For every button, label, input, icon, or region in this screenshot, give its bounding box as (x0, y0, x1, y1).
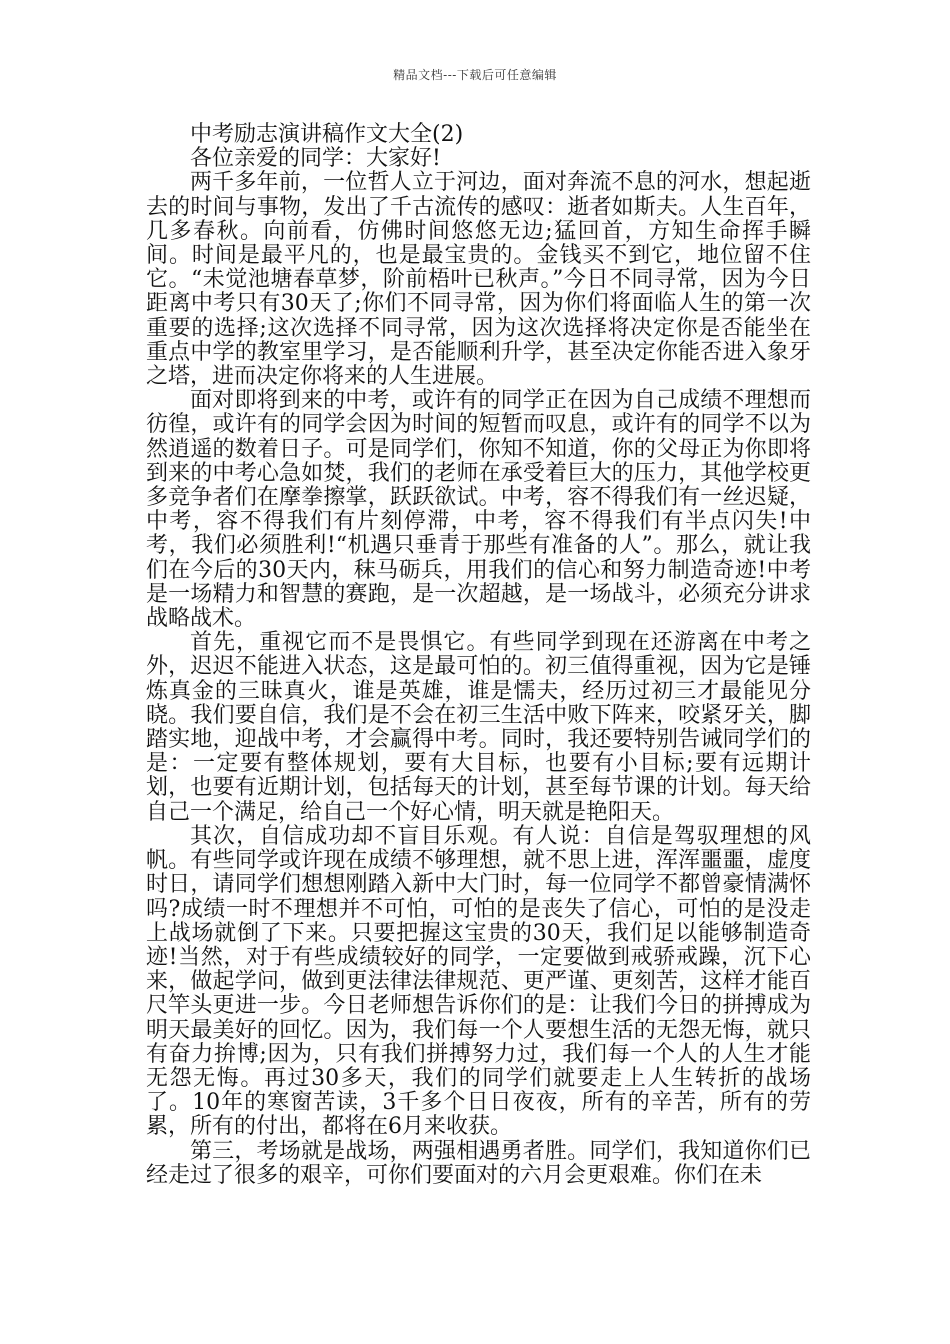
paragraph: 面对即将到来的中考，或许有的同学正在因为自己成绩不理想而彷徨，或许有的同学会因为时间的短暂而叹息，或许有的同学不以为然逍遥的数着日子。可是同学们，你知不知道，你的父母正为你即将到来的中考心急如焚，我们的老师在承受着巨大的压力，其他学校更多竞争者们在摩拳擦掌，跃跃欲试。中考，容不得我们有一丝迟疑，中考，容不得我们有片刻停滞，中考，容不得我们有半点闪失!中考，我们必须胜利!“机遇只垂青于那些有准备的人”。那么，就让我们在今后的30天内，秣马砺兵，用我们的信心和努力制造奇迹!中考是一场精力和智慧的赛跑，是一次超越，是一场战斗，必须充分讲求战略战术。 (146, 388, 811, 632)
paragraph: 其次，自信成功却不盲目乐观。有人说：自信是驾驭理想的风帆。有些同学或许现在成绩不够理想，就不思上进，浑浑噩噩，虚度时日，请同学们想想刚踏入新中大门时，每一位同学不都曾豪情满怀吗?成绩一时不理想并不可怕，可怕的是丧失了信心，可怕的是没走上战场就倒了下来。只要把握这宝贵的30天，我们足以能够制造奇迹!当然，对于有些成绩较好的同学，一定要做到戒骄戒躁，沉下心来，做起学问，做到更法律法律规范、更严谨、更刻苦，这样才能百尺竿头更进一步。今日老师想告诉你们的是：让我们今日的拼搏成为明天最美好的回忆。因为，我们每一个人要想生活的无怨无悔，就只有奋力拚博;因为，只有我们拼搏努力过，我们每一个人的人生才能无怨无悔。再过30多天，我们的同学们就要走上人生转折的战场了。10年的寒窗苦读，3千多个日日夜夜，所有的辛苦，所有的劳累，所有的付出，都将在6月来收获。 (146, 823, 811, 1140)
paragraph: 第三，考场就是战场，两强相遇勇者胜。同学们，我知道你们已经走过了很多的艰辛，可你们要面对的六月会更艰难。你们在未 (146, 1138, 811, 1188)
greeting-line: 各位亲爱的同学：大家好! (190, 146, 441, 172)
paragraph: 首先，重视它而不是畏惧它。有些同学到现在还游离在中考之外，迟迟不能进入状态，这是最可怕的。初三值得重视，因为它是锤炼真金的三昧真火，谁是英雄，谁是懦夫，经历过初三才最能见分晓。我们要自信，我们是不会在初三生活中败下阵来，咬紧牙关，脚踏实地，迎战中考，才会赢得中考。同时，我还要特别告诫同学们的是：一定要有整体规划，要有大目标，也要有小目标;要有远期计划，也要有近期计划，包括每天的计划，甚至每节课的计划。每天给自己一个满足，给自己一个好心情，明天就是艳阳天。 (146, 630, 811, 825)
document-body (146, 123, 811, 1188)
page-header: 精品文档---下载后可任意编辑 (393, 68, 557, 82)
document-title: 中考励志演讲稿作文大全(2) (190, 122, 464, 147)
paragraph: 两千多年前，一位哲人立于河边，面对奔流不息的河水，想起逝去的时间与事物，发出了千古流传的感叹：逝者如斯夫。人生百年，几多春秋。向前看，仿佛时间悠悠无边;猛回首，方知生命挥手瞬间。时间是最平凡的，也是最宝贵的。金钱买不到它，地位留不住它。“未觉池塘春草梦，阶前梧叶已秋声。”今日不同寻常，因为今日距离中考只有30天了;你们不同寻常，因为你们将面临人生的第一次重要的选择;这次选择不同寻常，因为这次选择将决定你是否能坐在重点中学的教室里学习，是否能顺利升学，甚至决定你能否进入象牙之塔，进而决定你将来的人生进展。 (146, 170, 811, 390)
